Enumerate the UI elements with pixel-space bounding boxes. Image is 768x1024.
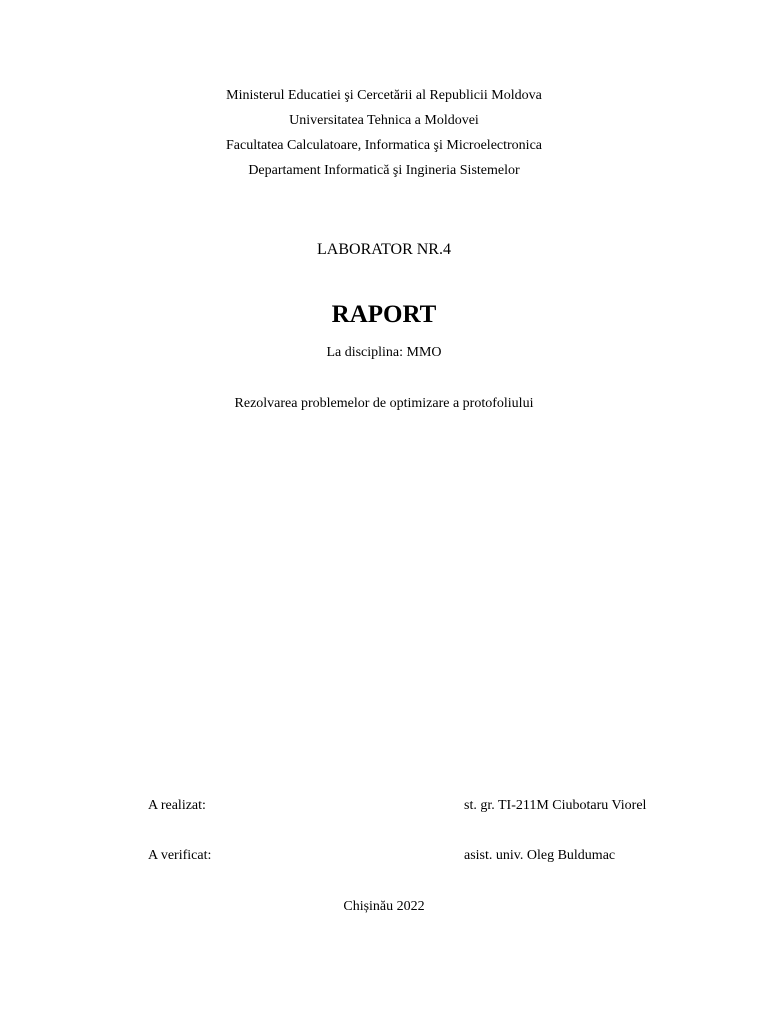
place-year-line: Chișinău 2022 [343,899,425,914]
discipline-line: La disciplina: MMO [326,345,442,360]
ministry-line: Ministerul Educatiei şi Cercetării al Republicii Moldova [226,88,542,103]
lab-title: LABORATOR NR.4 [317,241,451,258]
faculty-line: Facultatea Calculatoare, Informatica şi Microelectronica [225,138,542,153]
realized-value: st. gr. TI-211M Ciubotaru Viorel [464,798,647,813]
report-title: RAPORT [331,301,437,328]
verified-label: A verificat: [148,848,212,863]
topic-line: Rezolvarea problemelor de optimizare a protofoliului [234,396,534,411]
university-line: Universitatea Tehnica a Moldovei [289,113,479,128]
verified-value: asist. univ. Oleg Buldumac [464,848,616,863]
realized-label: A realizat: [148,798,206,813]
department-line: Departament Informatică şi Ingineria Sistemelor [248,163,520,178]
